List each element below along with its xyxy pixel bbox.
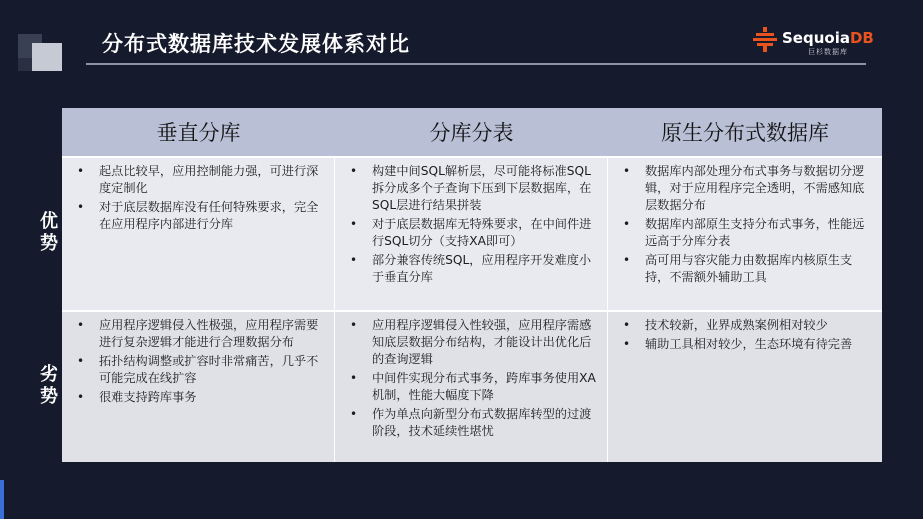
comparison-table [37, 108, 882, 462]
row-label-text: 优势 [37, 211, 58, 255]
list-item [342, 317, 599, 368]
bullet-list [69, 163, 326, 233]
bullet-icon: • [350, 318, 358, 332]
cell-advantages-native [608, 156, 882, 310]
list-item-text: 部分兼容传统SQL，应用程序开发难度小于垂直分库 [372, 253, 592, 284]
column-header-label: 分库分表 [429, 121, 514, 145]
list-item [615, 163, 874, 214]
list-item [69, 389, 326, 406]
logo-wordmark [782, 29, 874, 47]
list-item-text: 高可用与容灾能力由数据库内核原生支持，不需额外辅助工具 [645, 253, 853, 284]
cell-disadvantages-sharding [335, 310, 608, 462]
list-item [342, 406, 599, 440]
bullet-icon: • [623, 164, 631, 178]
row-label-advantages [32, 156, 62, 310]
list-item [69, 199, 326, 233]
list-item-text: 对于底层数据库没有任何特殊要求，完全在应用程序内部进行分库 [99, 200, 319, 231]
bullet-icon: • [350, 407, 358, 421]
cell-disadvantages-vertical [62, 310, 335, 462]
cell-advantages-vertical [62, 156, 335, 310]
list-item-text: 数据库内部处理分布式事务与数据切分逻辑，对于应用程序完全透明，不需感知底层数据分布 [645, 164, 865, 212]
list-item-text: 很难支持跨库事务 [99, 390, 197, 404]
list-item-text: 应用程序逻辑侵入性较强，应用程序需感知底层数据分布结构，才能设计出优化后的查询逻辑 [372, 318, 592, 366]
title-underline [86, 63, 866, 65]
bullet-icon: • [350, 164, 358, 178]
logo-brand-main: Sequoia [782, 29, 850, 47]
list-item-text: 技术较新，业界成熟案例相对较少 [645, 318, 828, 332]
list-item [615, 252, 874, 286]
list-item-text: 起点比较早，应用控制能力强，可进行深度定制化 [99, 164, 319, 195]
column-header-sharding [335, 108, 609, 156]
list-item [342, 370, 599, 404]
bullet-list [342, 163, 599, 286]
list-item [615, 336, 874, 353]
list-item-text: 数据库内部原生支持分布式事务，性能远远高于分库分表 [645, 217, 865, 248]
list-item-text: 中间件实现分布式事务，跨库事务使用XA机制，性能大幅度下降 [372, 371, 596, 402]
list-item-text: 构建中间SQL解析层，尽可能将标准SQL拆分成多个子查询下压到下层数据库，在SQL层进行结果拼装 [372, 164, 592, 212]
bullet-icon: • [623, 217, 631, 231]
list-item [342, 163, 599, 214]
column-header-vertical-sharding [62, 108, 336, 156]
bullet-icon: • [623, 318, 631, 332]
bullet-list [615, 317, 874, 353]
cell-advantages-sharding [335, 156, 608, 310]
column-header-native-distributed [608, 108, 882, 156]
list-item [342, 252, 599, 286]
bullet-icon: • [77, 200, 85, 214]
bullet-icon: • [623, 253, 631, 267]
column-header-label: 垂直分库 [156, 121, 241, 145]
bullet-icon: • [350, 253, 358, 267]
bullet-list [342, 317, 599, 440]
list-item-text: 辅助工具相对较少，生态环境有待完善 [645, 337, 853, 351]
bullet-icon: • [77, 318, 85, 332]
bullet-icon: • [623, 337, 631, 351]
row-label-disadvantages [32, 310, 62, 462]
logo-brand-accent: DB [849, 29, 874, 47]
bullet-list [69, 317, 326, 406]
cell-disadvantages-native [608, 310, 882, 462]
decor-square-small [18, 58, 32, 71]
list-item-text: 作为单点向新型分布式数据库转型的过渡阶段，技术延续性堪忧 [372, 407, 592, 438]
list-item-text: 对于底层数据库无特殊要求，在中间件进行SQL切分（支持XA即可） [372, 217, 592, 248]
bullet-list [615, 163, 874, 286]
list-item [615, 216, 874, 250]
list-item [342, 216, 599, 250]
decor-square-light [32, 43, 62, 71]
logo-subtitle: 巨杉数据库 [808, 48, 848, 56]
list-item [69, 353, 326, 387]
list-item [615, 317, 874, 334]
list-item [69, 317, 326, 351]
list-item [69, 163, 326, 197]
sequoiadb-logo [752, 26, 872, 56]
bullet-icon: • [77, 164, 85, 178]
row-label-text: 劣势 [37, 364, 58, 408]
list-item-text: 拓扑结构调整或扩容时非常痛苦，几乎不可能完成在线扩容 [99, 354, 319, 385]
bullet-icon: • [350, 371, 358, 385]
column-header-label: 原生分布式数据库 [661, 121, 829, 145]
slide-title: 分布式数据库技术发展体系对比 [102, 32, 410, 56]
bullet-icon: • [77, 354, 85, 368]
list-item-text: 应用程序逻辑侵入性极强，应用程序需要进行复杂逻辑才能进行合理数据分布 [99, 318, 319, 349]
slide-progress-marker [0, 480, 4, 519]
bullet-icon: • [350, 217, 358, 231]
bullet-icon: • [77, 390, 85, 404]
sequoia-tree-icon [752, 26, 778, 52]
